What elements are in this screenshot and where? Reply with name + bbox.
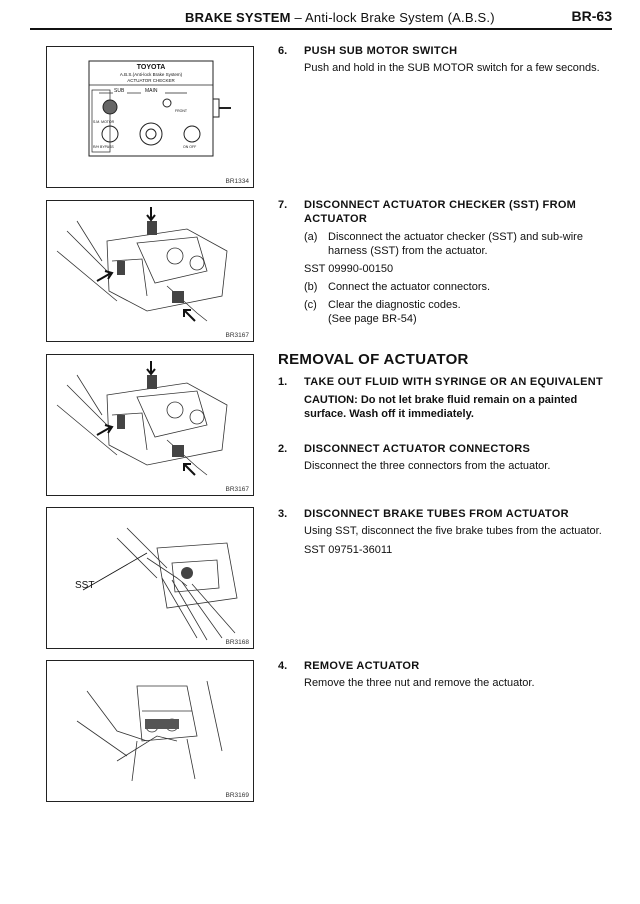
step-body: Remove the three nut and remove the actuator.: [304, 677, 535, 689]
section-title: REMOVAL OF ACTUATOR: [278, 351, 469, 368]
step-heading: DISCONNECT BRAKE TUBES FROM ACTUATOR: [304, 508, 569, 520]
caution-note: CAUTION: Do not let brake fluid remain on a painted surface. Wash off it immediately.: [304, 394, 578, 420]
figure-code: BR3168: [225, 639, 249, 646]
checker-main-label: MAIN: [145, 88, 158, 94]
figure-brake-tubes: [46, 507, 254, 649]
substep-c: [304, 298, 604, 326]
step-body: Disconnect the three connectors from the actuator.: [304, 460, 551, 472]
checker-brand: TOYOTA: [136, 64, 166, 71]
figure-code: BR3169: [225, 792, 249, 799]
step-number: 3.: [278, 508, 288, 520]
step-number: 6.: [278, 45, 288, 57]
step-number: 2.: [278, 443, 288, 455]
step-number: 1.: [278, 376, 288, 388]
removal-step-1: [278, 375, 604, 421]
checker-line2: ACTUATOR CHECKER: [127, 78, 175, 83]
substep-text: Disconnect the actuator checker (SST) and sub-wire harness (SST) from the actuator.: [328, 231, 583, 257]
step-heading: DISCONNECT ACTUATOR CHECKER (SST) FROM ACTUATOR: [304, 199, 577, 225]
checker-bypass-label: R/H BYPASS: [93, 145, 114, 149]
step-heading: DISCONNECT ACTUATOR CONNECTORS: [304, 443, 531, 455]
header-subtitle: – Anti-lock Brake System (A.B.S.): [294, 10, 495, 25]
header-rule: [30, 28, 612, 30]
page-reference: (See page BR-54): [328, 313, 417, 325]
step-heading: TAKE OUT FLUID WITH SYRINGE OR AN EQUIVALENT: [304, 376, 603, 388]
figure-actuator-connectors-2: [46, 354, 254, 496]
figure-code: BR3167: [225, 486, 249, 493]
step-heading: REMOVE ACTUATOR: [304, 660, 420, 672]
checker-front-label: FRONT: [175, 109, 188, 113]
brake-tubes-illustration: [47, 508, 253, 648]
figure-code: BR1334: [225, 178, 249, 185]
removal-step-4: [278, 659, 604, 690]
step-number: 4.: [278, 660, 288, 672]
sst-number: SST 09751-36011: [304, 544, 393, 556]
step-number: 7.: [278, 199, 288, 211]
remove-actuator-illustration: [47, 661, 253, 801]
substep-label: (b): [304, 281, 318, 293]
sst-number: SST 09990-00150: [304, 263, 394, 275]
checker-sub-label: SUB: [114, 88, 125, 94]
substep-b: [304, 280, 604, 294]
step-7: [278, 198, 604, 326]
checker-sub-motor-label: S.M. MOTOR: [93, 120, 115, 124]
substep-label: (c): [304, 299, 317, 311]
figure-actuator-checker: [46, 46, 254, 188]
substep-label: (a): [304, 231, 318, 243]
substep-text: Clear the diagnostic codes.: [328, 299, 461, 311]
actuator-illustration: [47, 355, 253, 495]
figure-remove-actuator: [46, 660, 254, 802]
sst-callout: SST: [75, 580, 95, 591]
page-number: BR-63: [571, 8, 612, 24]
header-section: BRAKE SYSTEM: [185, 10, 291, 25]
figure-actuator-connectors-1: [46, 200, 254, 342]
figure-code: BR3167: [225, 332, 249, 339]
checker-onoff-label: ON OFF: [183, 145, 197, 149]
page-header: [30, 6, 612, 28]
removal-step-3: [278, 507, 604, 557]
removal-step-2: [278, 442, 604, 473]
header-title: [185, 10, 495, 25]
step-6: [278, 44, 604, 75]
substep-a: [304, 230, 604, 258]
step-heading: PUSH SUB MOTOR SWITCH: [304, 45, 458, 57]
actuator-illustration: [47, 201, 253, 341]
substep-text: Connect the actuator connectors.: [328, 281, 491, 293]
step-body: Push and hold in the SUB MOTOR switch for a few seconds.: [304, 62, 600, 74]
step-body: Using SST, disconnect the five brake tubes from the actuator.: [304, 525, 602, 537]
checker-line1: A.B.S.(Anti-lock Brake System): [119, 72, 183, 77]
